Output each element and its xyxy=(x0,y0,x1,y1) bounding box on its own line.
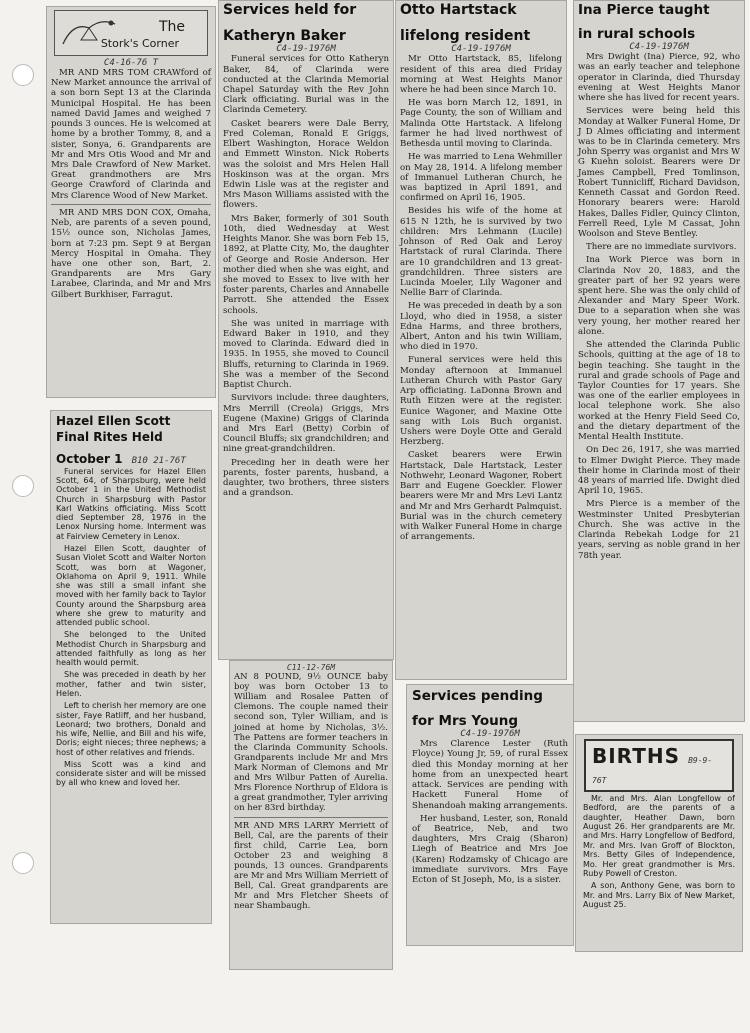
otto-hartstack-date-note: C4-19-1976M xyxy=(451,44,511,55)
hazel-scott-paragraph-6: Miss Scott was a kind and considerate sister and will be missed by all who knew and loved her. xyxy=(56,759,206,788)
merriett-birth-paragraph: MR AND MRS LARRY Merriett of Bell, Cal, are the parents of their first child, Carrie Lea, born October 23 and weighing 8 pounds, 13 ounces. Grandparents are Mr and Mrs William Merriett of Bell, Cal. Great grandparents are Mr and Mrs Fletcher Sheets of near Shambaugh. xyxy=(234,820,388,912)
otto-hartstack-paragraph-7: Casket bearers were Erwin Hartstack, Dale Hartstack, Lester Nothwehr, Leonard Wagoner, Robert Barr and Eugene Goeckler. Flower bearers were Mr and Mrs Levi Lantz and Mr and Mrs Gerhardt Palmquist. Burial was in the church cemetery with Walker Funeral Home in charge of arrangements. xyxy=(400,450,562,543)
storks-corner-title-2: Stork's Corner xyxy=(100,37,179,50)
storks-corner-banner xyxy=(54,10,208,56)
katheryn-baker-paragraph-4: She was united in marriage with Edward Baker in 1910, and they moved to Clarinda. Edward died in 1935. In 1955, she moved to Council Bluffs, returning to Clarinda in 1969. She was a member of the Second Baptist Church. xyxy=(223,318,389,391)
ina-pierce-paragraph-5: She attended the Clarinda Public Schools, quitting at the age of 18 to begin teaching. She taught in the rural and grade schools of Page and Taylor Counties for 17 years. She was one of the earlier employees in local telephone work. She also worked at the Henry Field Seed Co, and the dietary department of the Mental Health Institute. xyxy=(578,340,740,443)
katheryn-baker-clipping xyxy=(218,0,394,660)
katheryn-baker-paragraph-2: Casket bearers were Dale Berry, Fred Coleman, Ronald E Griggs, Elbert Washington, Horace Weldon and Emmett Winston. Nick Roberts was the soloist and Mrs Helen Hall Hoskinson was at the organ. Mrs Edwin Lisle was at the register and Mrs Mason Williams assisted with the flowers. xyxy=(223,118,389,211)
ina-pierce-paragraph-1: Mrs Dwight (Ina) Pierce, 92, who was an early teacher and telephone operator in Clarinda, died Thursday evening at West Heights Manor where she has lived for recent years. xyxy=(578,52,740,104)
births-date-note: B9-9-76T xyxy=(592,756,713,785)
ina-pierce-paragraph-3: There are no immediate survivors. xyxy=(586,242,737,253)
katheryn-baker-paragraph-5: Survivors include: three daughters, Mrs Merrill (Creola) Griggs, Mrs Eugene (Maxine) Griggs of Clarinda and Mrs Earl (Betty) Corbin of Council Bluffs; six grandchildren; and nine great-grandchildren. xyxy=(223,393,389,455)
katheryn-baker-paragraph-3: Mrs Baker, formerly of 301 South 10th, died Wednesday at West Heights Manor. She was born Feb 15, 1892, at Platte City, Mo, the daughter of George and Rosie Anderson. Her mother died when she was eight, and she moved to Essex to live with her foster parents, Charles and Annabelle Parrott. She attended the Essex schools. xyxy=(223,213,389,316)
ina-pierce-headline-2: in rural schools xyxy=(578,26,696,43)
patten-birth-paragraph-1: AN 8 POUND, 9½ OUNCE baby boy was born October 13 to William and Rosalee Patten of Clemons. The couple named their second son, Tyler William, and is joined at home by Nicholas, 3½. The Pattens are former teachers in the Clarinda Community Schools. Grandparents include Mr and Mrs Mark Norman of Clemons and Mr and Mrs Wilbur Patten of Aurelia. Mrs Florence Northrup of Eldora is a great grandmother, Tyler arriving on her 83rd birthday. xyxy=(234,672,388,814)
mrs-young-date-note: C4-19-1976M xyxy=(460,729,520,740)
hazel-scott-headline-1: Hazel Ellen Scott xyxy=(56,414,171,428)
hazel-scott-headline-3: October 1 xyxy=(56,451,123,466)
mrs-young-paragraph-1: Mrs Clarence Lester (Ruth Floyce) Young Jr, 59, of rural Essex died this Monday morning at her home from an unexpected heart attack. Services are pending with Hackett Funeral Home of Shenandoah making arrangements. xyxy=(412,739,568,811)
katheryn-baker-paragraph-6: Preceding her in death were her parents, foster parents, husband, a daughter, two brothers, three sisters and a grandson. xyxy=(223,457,389,499)
katheryn-baker-date-note: C4-19-1976M xyxy=(276,44,336,55)
binder-hole-bottom xyxy=(12,852,34,874)
katheryn-baker-headline-2: Katheryn Baker xyxy=(223,27,346,44)
otto-hartstack-paragraph-1: Mr Otto Hartstack, 85, lifelong resident of this area died Friday morning at West Heights Manor where he had been since March 10. xyxy=(400,54,562,95)
births-title: BIRTHS xyxy=(592,744,680,768)
storks-corner-date-note: C4-16-76 T xyxy=(103,58,159,68)
mrs-young-headline-1: Services pending xyxy=(412,688,543,704)
otto-hartstack-headline-2: lifelong resident xyxy=(400,27,531,44)
hazel-scott-paragraph-2: Hazel Ellen Scott, daughter of Susan Violet Scott and Walter Norton Scott, was born at Wagoner, Oklahoma on April 9, 1911. While she was still a small infant she moved with her family back to Taylor County around the Sharpsburg area where she grew to maturity and attended public school. xyxy=(56,544,206,628)
hazel-scott-paragraph-3: She belonged to the United Methodist Church in Sharpsburg and attended faithfully as long as her health would permit. xyxy=(56,630,206,668)
storks-corner-paragraph-2: MR AND MRS DON COX, Omaha, Neb, are parents of a seven pound, 15½ ounce son, Nicholas James, born at 7:23 pm. Sept 9 at Bergan Mercy Hospital in Omaha. They have one other son, Bart, 2. Grandparents are Mrs Gary Larabee, Clarinda, and Mr and Mrs Gilbert Burkhiser, Farragut. xyxy=(51,207,211,300)
hazel-scott-clipping xyxy=(50,410,212,924)
ina-pierce-paragraph-6: On Dec 26, 1917, she was married to Elmer Dwight Pierce. They made their home in Clarinda most of their 48 years of married life. Dwight died April 10, 1965. xyxy=(578,445,740,497)
births-paragraph-2: A son, Anthony Gene, was born to Mr. and Mrs. Larry Bix of New Market, August 25. xyxy=(583,881,735,909)
hazel-scott-date-note: B10 21-76T xyxy=(131,455,186,466)
births-paragraph-1: Mr. and Mrs. Alan Longfellow of Bedford, are the parents of a daughter, Heather Dawn, born August 26. Her grandparents are Mr. and Mrs. Harry Longfellow of Bedford, Mr. and Mrs. Ivan Groff of Blockton, Mrs. Betty Giles of Independence, Mo. Her great grandmother is Mrs. Ruby Powell of Creston. xyxy=(583,794,735,878)
hazel-scott-paragraph-1: Funeral services for Hazel Ellen Scott, 64, of Sharpsburg, were held October 1 in the United Methodist Church in Sharpsburg with Pastor Karl Watkins officiating. Miss Scott died September 28, 1976 in the Lenox Nursing home. Interment was at Fairview Cemetery in Lenox. xyxy=(56,466,206,541)
ina-pierce-paragraph-7: Mrs Pierce is a member of the Westminster United Presbyterian Church. She was active in the Clarinda Rebekah Lodge for 21 years, serving as noble grand in her 78th year. xyxy=(578,499,740,561)
hazel-scott-headline-2: Final Rites Held xyxy=(56,430,163,445)
mrs-young-clipping xyxy=(406,684,574,946)
otto-hartstack-headline-1: Otto Hartstack xyxy=(400,2,517,18)
otto-hartstack-paragraph-2: He was born March 12, 1891, in Page County, the son of William and Malinda Otte Hartstack. A lifelong farmer he had lived northwest of Bethesda until moving to Clarinda. xyxy=(400,98,562,150)
births-banner xyxy=(584,739,734,792)
otto-hartstack-paragraph-5: He was preceded in death by a son Lloyd, who died in 1958, a sister Edna Harms, and three brothers, Albert, Anton and his twin William, who died in 1970. xyxy=(400,301,562,353)
otto-hartstack-paragraph-4: Besides his wife of the home at 615 N 12th, he is survived by two children: Mrs Lehmann (Lucile) Johnson of Red Oak and Leroy Hartstack of rural Clarinda. There are 10 grandchildren and 13 great-grandchildren. Three sisters are Lucinda Moeler, Lily Wagoner and Nellie Barr of Clarinda. xyxy=(400,206,562,299)
otto-hartstack-paragraph-6: Funeral services were held this Monday afternoon at Immanuel Lutheran Church with Pastor Gary Arp officiating. LaDonna Brown and Ruth Eitzen were at the register. Eunice Wagoner, and Maxine Otte sang with Lois Buch organist. Ushers were Doyle Otte and Gerald Herzberg. xyxy=(400,355,562,448)
births-clipping xyxy=(575,734,743,952)
katheryn-baker-paragraph-1: Funeral services for Otto Katheryn Baker, 84, of Clarinda were conducted at the Clarinda Memorial Chapel Saturday with the Rev John Clark officiating. Burial was in the Clarinda Cemetery. xyxy=(223,54,389,116)
ina-pierce-date-note: C4-19-1976M xyxy=(629,42,689,53)
binder-hole-middle xyxy=(12,475,34,497)
ina-pierce-paragraph-4: Ina Work Pierce was born in Clarinda Nov 20, 1883, and the greater part of her 92 years were spent here. She was the only child of Alexander and Mary Speer Work. Due to a separation when she was very young, her mother reared her alone. xyxy=(578,255,740,337)
otto-hartstack-clipping xyxy=(395,0,567,680)
storks-corner-clipping xyxy=(46,6,216,398)
katheryn-baker-headline-1: Services held for xyxy=(223,2,357,18)
storks-corner-title-1: The xyxy=(158,19,185,35)
binder-hole-top xyxy=(12,64,34,86)
mrs-young-headline-2: for Mrs Young xyxy=(412,713,519,730)
patten-birth-date-note: C11-12-76M xyxy=(286,663,336,672)
ina-pierce-paragraph-2: Services were being held this Monday at Walker Funeral Home, Dr J D Almes officiating and interment was to be in Clarinda cemetery. Mrs John Sperry was organist and Mrs W G Kuehn soloist. Bearers were Dr James Campbell, Fred Tomlinson, Robert Tunnicliff, Richard Davidson, Kenneth Cassat and Gordon Reed. Honorary bearers were: Harold Hakes, Dalles Fidler, Quincy Clinton, Ferrell Reed, Lyle M Cassat, John Woolson and Steve Bentley. xyxy=(578,106,740,239)
otto-hartstack-paragraph-3: He was married to Lena Wehmiller on May 28, 1914. A lifelong member of Immanuel Lutheran Church, he was baptized in April 1891, and confirmed on April 16, 1905. xyxy=(400,152,562,204)
ina-pierce-clipping xyxy=(573,0,745,722)
mrs-young-paragraph-2: Her husband, Lester, son, Ronald of Beatrice, Neb, and two daughters, Mrs Craig (Sharon) Liegh of Beatrice and Mrs Joe (Karen) Rodzamsky of Chicago are immediate survivors. Mrs Faye Ecton of St Joseph, Mo, is a sister. xyxy=(412,813,568,886)
storks-corner-paragraph-1: MR AND MRS TOM CRAWford of New Market announce the arrival of a son born Sept 13 at the Clarinda Municipal Hospital. He has been named David James and weighed 7 pounds 3 ounces. He is welcomed at home by a brother Tommy, 8, and a sister, Sonya, 6. Grandparents are Mr and Mrs Otis Wood and Mr and Mrs Dale Crawford of New Market. Great grandmothers are Mrs George Crawford of Clarinda and Mrs Clarence Wood of New Market. xyxy=(51,68,211,201)
patten-birth-clipping xyxy=(229,660,393,970)
hazel-scott-paragraph-5: Left to cherish her memory are one sister, Faye Ratliff, and her husband, Leonard; two brothers, Donald and his wife, Nellie, and Bill and his wife, Doris; eight nieces; three nephews; a host of other relatives and friends. xyxy=(56,701,207,757)
hazel-scott-paragraph-4: She was preceded in death by her mother, father and twin sister, Helen. xyxy=(56,670,206,698)
ina-pierce-headline-1: Ina Pierce taught xyxy=(578,2,710,18)
